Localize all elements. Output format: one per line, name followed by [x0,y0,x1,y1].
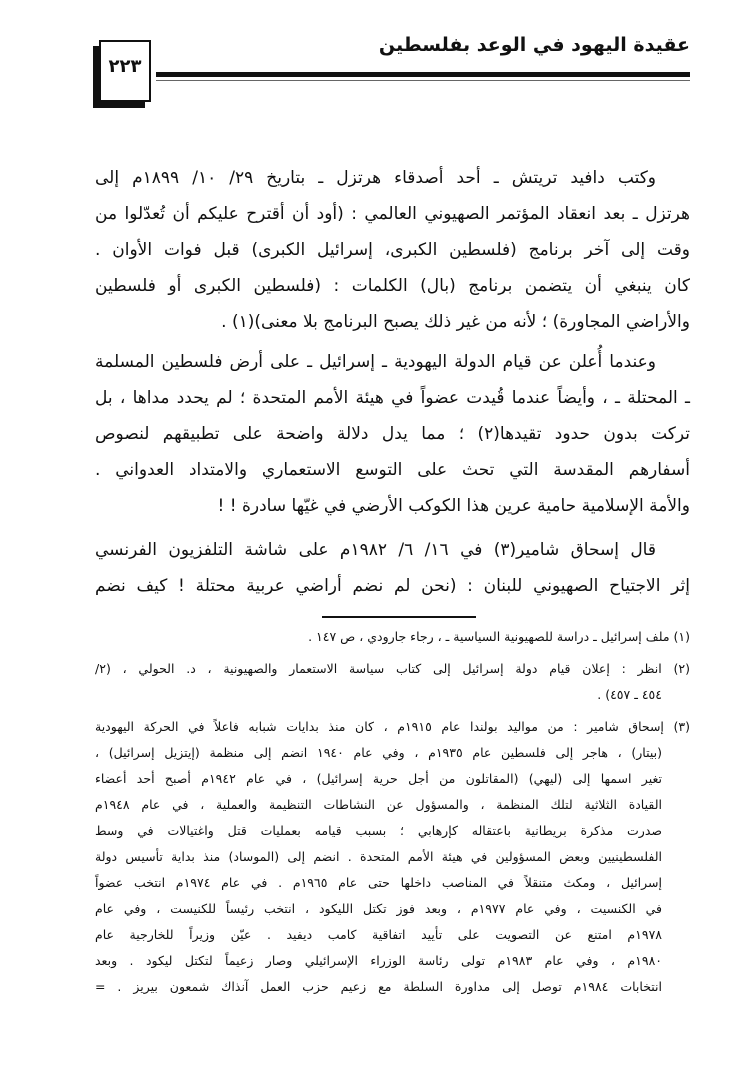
footnote-separator [322,616,476,618]
footnote-1-line: (١) ملف إسرائيل ـ دراسة للصهيونية السياسية ـ ، رجاء جارودي ، ص ١٤٧ . [308,629,690,644]
paragraph-2-line: والأمة الإسلامية حامية عرين هذا الكوكب الأرضي في غيّها سادرة ! ! [217,496,690,516]
book-title: عقيدة اليهود في الوعد بفلسطين [378,34,690,56]
header-rule-thin [156,80,690,81]
footnote-3-line: تغير اسمها إلى (ليهي) (المقاتلون من أجل حرية إسرائيل) ، في عام ١٩٤٢م أصبح أحد أعضاء [95,771,662,786]
footnote-3-line: ١٩٨٠م ، وفي عام ١٩٨٣م تولى رئاسة الوزراء الإسرائيلي وصار زعيماً لتكتل ليكود . وبعد [95,953,662,968]
footnote-3-line: صدرت مذكرة بريطانية باعتقاله كإرهابي ؛ بسبب قيامه بعمليات قتل واغتيالات في وسط [95,823,662,838]
paragraph-1-line: هرتزل ـ بعد انعقاد المؤتمر الصهيوني العالمي : (أود أن أقترح عليكم أن تُعدّلوا من [95,204,690,224]
paragraph-1-line: والأراضي المجاورة) ؛ لأنه من غير ذلك يصبح البرنامج بلا معنى)(١) . [221,312,690,332]
footnote-3-line: (بيتار) ، هاجر إلى فلسطين عام ١٩٣٥م ، وفي عام ١٩٤٠ انضم إلى منظمة (إيتزيل إسرائيل) ، [95,745,662,760]
paragraph-1-line: وكتب دافيد تريتش ـ أحد أصدقاء هرتزل ـ بتاريخ ٢٩/ ١٠/ ١٨٩٩م إلى [95,168,656,188]
footnote-3-line: في الكنسيت ، وفي عام ١٩٧٧م ، وبعد فوز تكتل الليكود ، انتخب رئيساً للكنيست ، وفي عام [95,901,662,916]
header-rule [156,72,690,77]
footnote-3-line: القيادة الثلاثية لتلك المنظمة ، والمسؤول عن النشاطات التنظيمة والعملية ، في عام ١٩٤٨م [95,797,662,812]
footnote-3-line: ١٩٧٨م امتنع عن التصويت على تأييد اتفاقية كامب ديفيد . عيّن وزيراً للخارجية عام [95,927,662,942]
footnote-3-line: إسرائيل ، ومكث متنقلاً في المناصب داخلها حتى عام ١٩٦٥م . في عام ١٩٧٤م انتخب عضواً [95,875,663,890]
paragraph-3-line: قال إسحاق شامير(٣) في ١٦/ ٦/ ١٩٨٢م على شاشة التلفزيون الفرنسي [95,540,656,560]
paragraph-2-line: تركت بدون حدود تقيدها(٢) ؛ مما يدل دلالة واضحة على تطبيقهم لنصوص [95,424,690,444]
page-number: ٢٢٣ [108,56,142,77]
paragraph-2-line: وعندما أُعلن عن قيام الدولة اليهودية ـ إسرائيل ـ على أرض فلسطين المسلمة [95,352,656,372]
paragraph-1-line: كان ينبغي أن يتضمن برنامج (بال) الكلمات : (فلسطين الكبرى أو فلسطين [95,276,690,296]
paragraph-2-line: ـ المحتلة ـ ، وأيضاً عندما قُيدت عضواً في هيئة الأمم المتحدة ؛ لم يحدد مداها ، بل [95,388,690,408]
footnote-3-line: انتخابات ١٩٨٤م توصل إلى مداورة السلطة مع زعيم حزب العمل آنذاك شمعون بيريز . = [95,979,662,994]
paragraph-2-line: أسفارهم المقدسة التي تحث على التوسع الاستعماري والامتداد العدواني . [95,460,690,480]
paragraph-3-line: إثر الاجتياح الصهيوني للبنان : (نحن لم نضم أراضي عربية محتلة ! كيف نضم [95,576,690,596]
footnote-2-line: ٤٥٤ ـ ٤٥٧) . [597,687,662,702]
footnote-3-line: الفلسطينيين وبعض المسؤولين في هيئة الأمم المتحدة . انضم إلى (الموساد) منذ بداية تأسيس دولة [95,849,662,864]
page-number-box [99,40,151,102]
footnote-2-line: (٢) انظر : إعلان قيام دولة إسرائيل إلى كتاب سياسة الاستعمار والصهيونية ، د. الحولي ، (٢/ [95,661,690,676]
footnote-3-line: (٣) إسحاق شامير : من مواليد بولندا عام ١٩١٥م ، كان منذ بدايات شبابه فاعلاً في الحركة اليهودية [95,719,690,734]
paragraph-1-line: وقت إلى آخر برنامج (فلسطين الكبرى، إسرائيل الكبرى) قبل فوات الأوان . [95,240,690,260]
